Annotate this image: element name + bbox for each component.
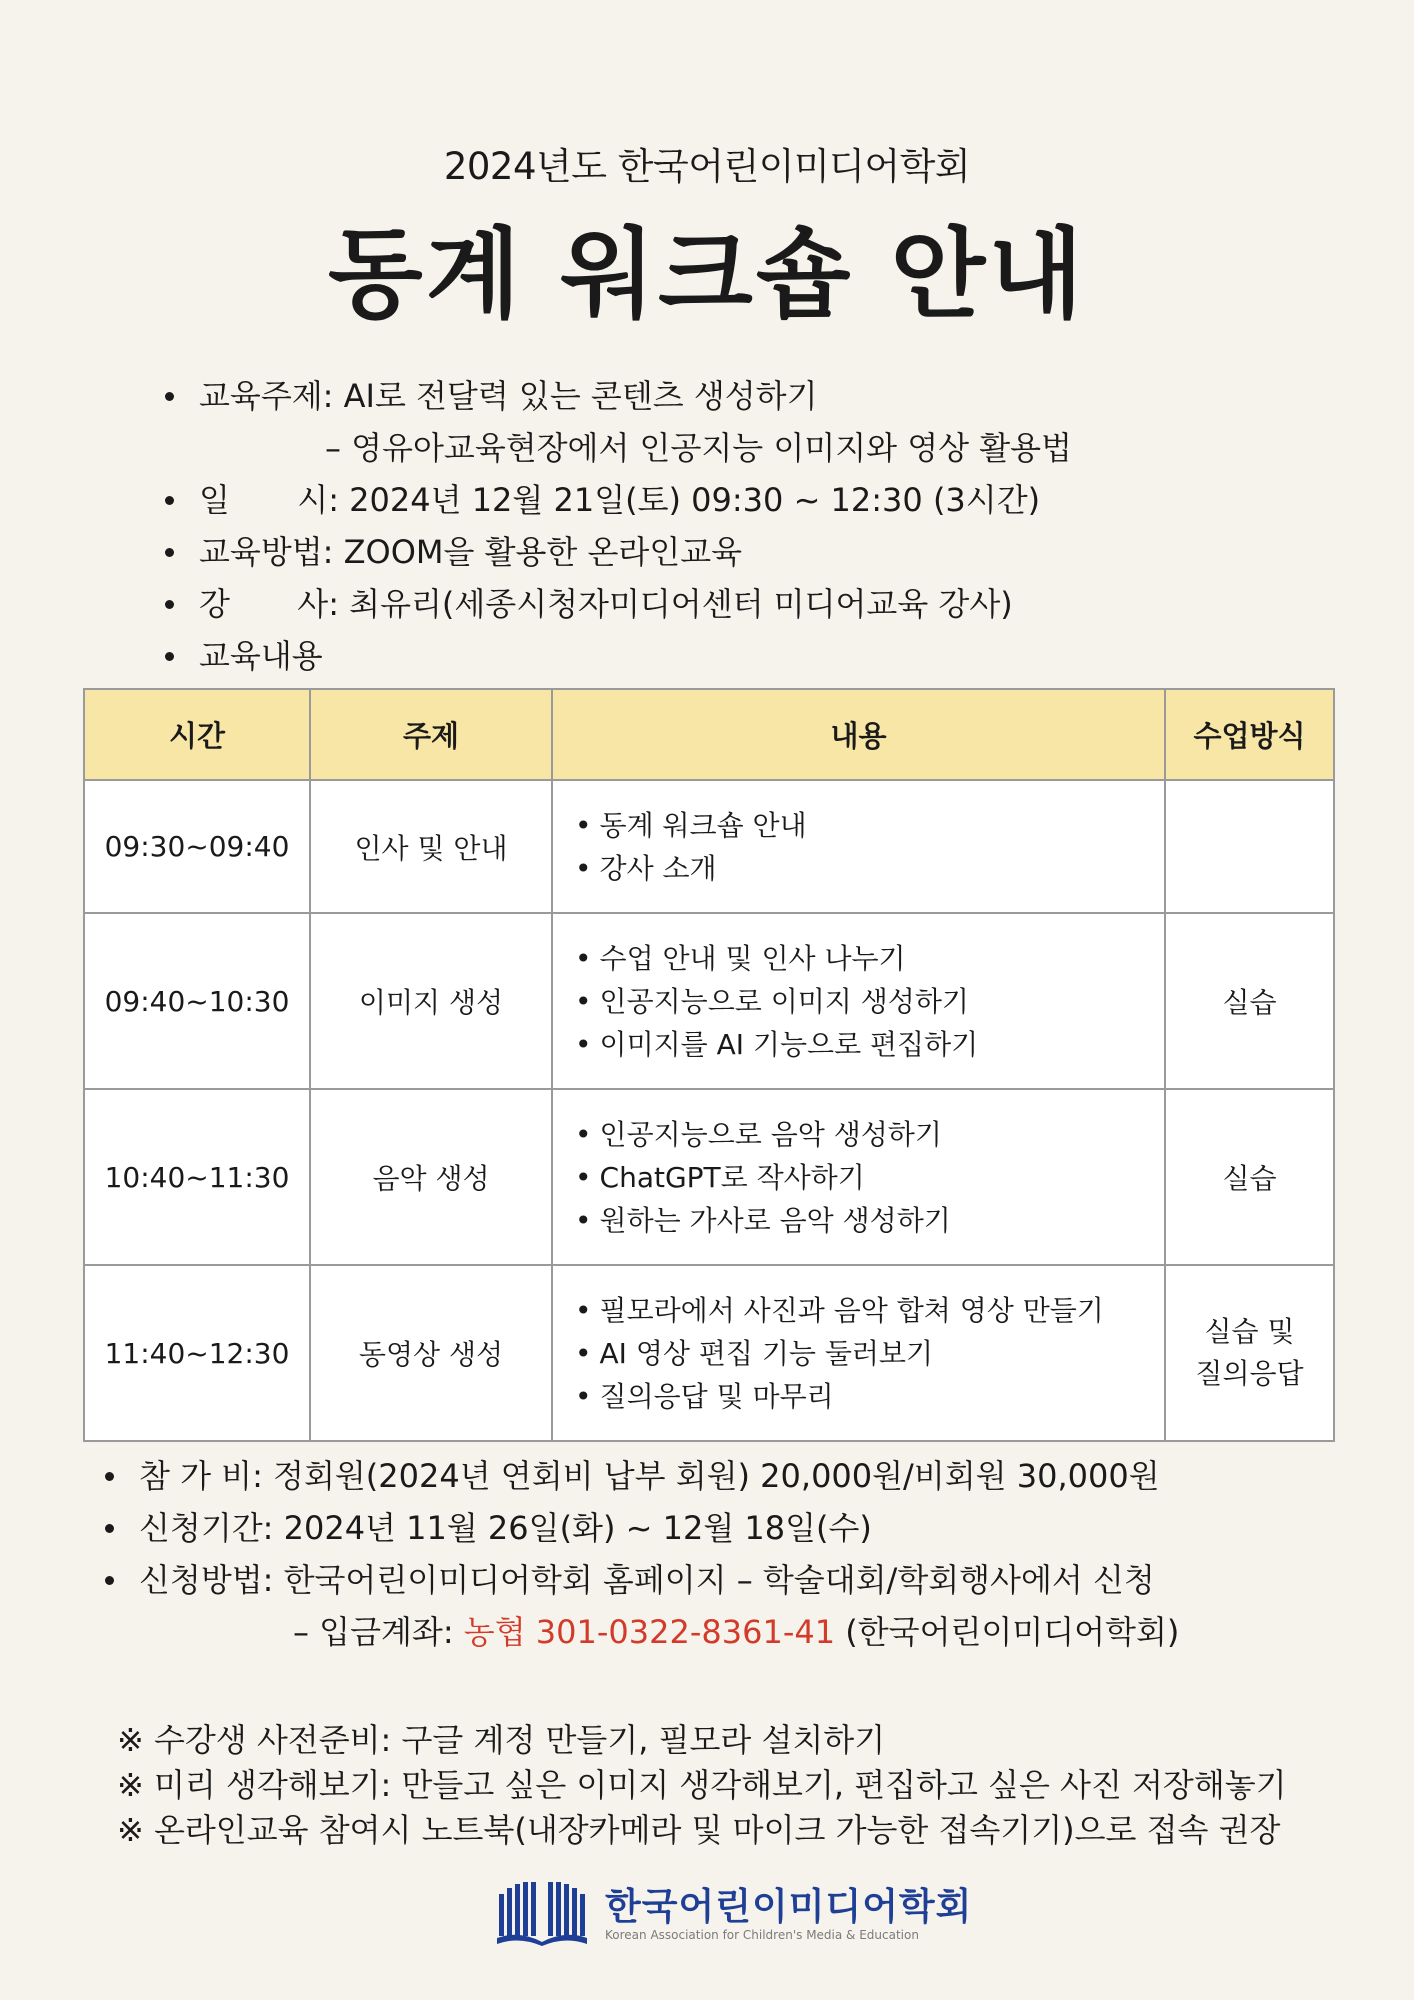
content-item: • 인공지능으로 이미지 생성하기	[575, 980, 1163, 1023]
bullet-icon	[165, 600, 174, 609]
fee-value: 정회원(2024년 연회비 납부 회원) 20,000원/비회원 30,000원	[273, 1457, 1160, 1495]
period-label: 신청기간:	[139, 1509, 274, 1547]
method-line: 질의응답	[1195, 1357, 1304, 1390]
method-label: 교육방법:	[199, 533, 334, 571]
content-item: • 질의응답 및 마무리	[575, 1375, 1163, 1418]
method-value: ZOOM을 활용한 온라인교육	[343, 533, 743, 571]
info-instructor	[165, 578, 1315, 630]
bullet-icon	[105, 1524, 114, 1533]
book-logo-icon	[497, 1876, 587, 1946]
instructor-label: 강 사:	[199, 585, 339, 623]
info-topic	[165, 370, 1315, 422]
bullet-icon	[105, 1472, 114, 1481]
content-item: • ChatGPT로 작사하기	[575, 1156, 1163, 1199]
row-method: 실습	[1165, 913, 1334, 1089]
info-content	[165, 630, 1315, 682]
account-holder: (한국어린이미디어학회)	[845, 1613, 1180, 1651]
row-content	[552, 913, 1165, 1089]
logo-english-name: Korean Association for Children's Media & Education	[605, 1928, 919, 1942]
info-date	[165, 474, 1315, 526]
row-topic: 이미지 생성	[310, 913, 552, 1089]
page-title: 동계 워크숍 안내	[328, 218, 1086, 332]
date-label: 일 시:	[199, 481, 339, 519]
apply-value: 한국어린이미디어학회 홈페이지 – 학술대회/학회행사에서 신청	[283, 1561, 1155, 1599]
table-row	[84, 913, 1334, 1089]
info-account	[105, 1606, 1355, 1658]
header-time: 시간	[84, 689, 310, 780]
period-value: 2024년 11월 26일(화) ~ 12월 18일(수)	[283, 1509, 872, 1547]
info-method	[165, 526, 1315, 578]
content-item: • 원하는 가사로 음악 생성하기	[575, 1199, 1163, 1242]
bullet-icon	[165, 496, 174, 505]
info-period	[105, 1502, 1355, 1554]
account-prefix: – 입금계좌:	[293, 1613, 454, 1651]
apply-label: 신청방법:	[139, 1561, 274, 1599]
bullet-icon	[105, 1576, 114, 1585]
content-item: • 강사 소개	[575, 847, 1163, 890]
row-time: 10:40~11:30	[84, 1089, 310, 1265]
bullet-icon	[165, 392, 174, 401]
header-method: 수업방식	[1165, 689, 1334, 780]
content-item: • AI 영상 편집 기능 둘러보기	[575, 1332, 1163, 1375]
row-time: 09:30~09:40	[84, 780, 310, 913]
content-item: • 동계 워크숍 안내	[575, 804, 1163, 847]
table-row	[84, 780, 1334, 913]
row-time: 11:40~12:30	[84, 1265, 310, 1441]
row-topic: 인사 및 안내	[310, 780, 552, 913]
note-item: ※ 미리 생각해보기: 만들고 싶은 이미지 생각해보기, 편집하고 싶은 사진 저장해놓기	[117, 1766, 1287, 1804]
logo-name: 한국어린이미디어학회	[605, 1885, 973, 1928]
content-item: • 이미지를 AI 기능으로 편집하기	[575, 1023, 1163, 1066]
account-number: 농협 301-0322-8361-41	[463, 1613, 836, 1651]
content-label: 교육내용	[199, 637, 323, 675]
event-subtitle: 2024년도 한국어린이미디어학회	[443, 145, 971, 188]
info-list	[165, 370, 1315, 682]
note-item: ※ 온라인교육 참여시 노트북(내장카메라 및 마이크 가능한 접속기기)으로 접속 권장	[117, 1811, 1281, 1849]
row-method: 실습	[1165, 1089, 1334, 1265]
row-time: 09:40~10:30	[84, 913, 310, 1089]
table-row	[84, 1265, 1334, 1441]
header-topic: 주제	[310, 689, 552, 780]
content-item: • 수업 안내 및 인사 나누기	[575, 937, 1163, 980]
info-apply	[105, 1554, 1355, 1606]
note-item: ※ 수강생 사전준비: 구글 계정 만들기, 필모라 설치하기	[117, 1721, 886, 1759]
row-content	[552, 1265, 1165, 1441]
schedule-table	[83, 688, 1335, 1442]
instructor-value: 최유리(세종시청자미디어센터 미디어교육 강사)	[349, 585, 1013, 623]
notes	[117, 1718, 1367, 1853]
bullet-icon	[165, 548, 174, 557]
society-logo	[497, 1876, 973, 1946]
row-method	[1165, 1265, 1334, 1441]
info-fee	[105, 1450, 1355, 1502]
topic-label: 교육주제:	[199, 377, 334, 415]
date-value: 2024년 12월 21일(토) 09:30 ~ 12:30 (3시간)	[349, 481, 1041, 519]
header-content: 내용	[552, 689, 1165, 780]
table-row	[84, 1089, 1334, 1265]
row-content	[552, 780, 1165, 913]
application-info	[105, 1450, 1355, 1658]
content-item: • 인공지능으로 음악 생성하기	[575, 1113, 1163, 1156]
method-line: 실습 및	[1204, 1315, 1295, 1348]
topic-value: AI로 전달력 있는 콘텐츠 생성하기	[343, 377, 818, 415]
content-item: • 필모라에서 사진과 음악 합쳐 영상 만들기	[575, 1289, 1163, 1332]
bullet-icon	[165, 652, 174, 661]
row-topic: 동영상 생성	[310, 1265, 552, 1441]
row-content	[552, 1089, 1165, 1265]
row-method	[1165, 780, 1334, 913]
table-header-row	[84, 689, 1334, 780]
fee-label: 참 가 비:	[139, 1457, 263, 1495]
row-topic: 음악 생성	[310, 1089, 552, 1265]
info-topic-sub: – 영유아교육현장에서 인공지능 이미지와 영상 활용법	[325, 429, 1072, 467]
